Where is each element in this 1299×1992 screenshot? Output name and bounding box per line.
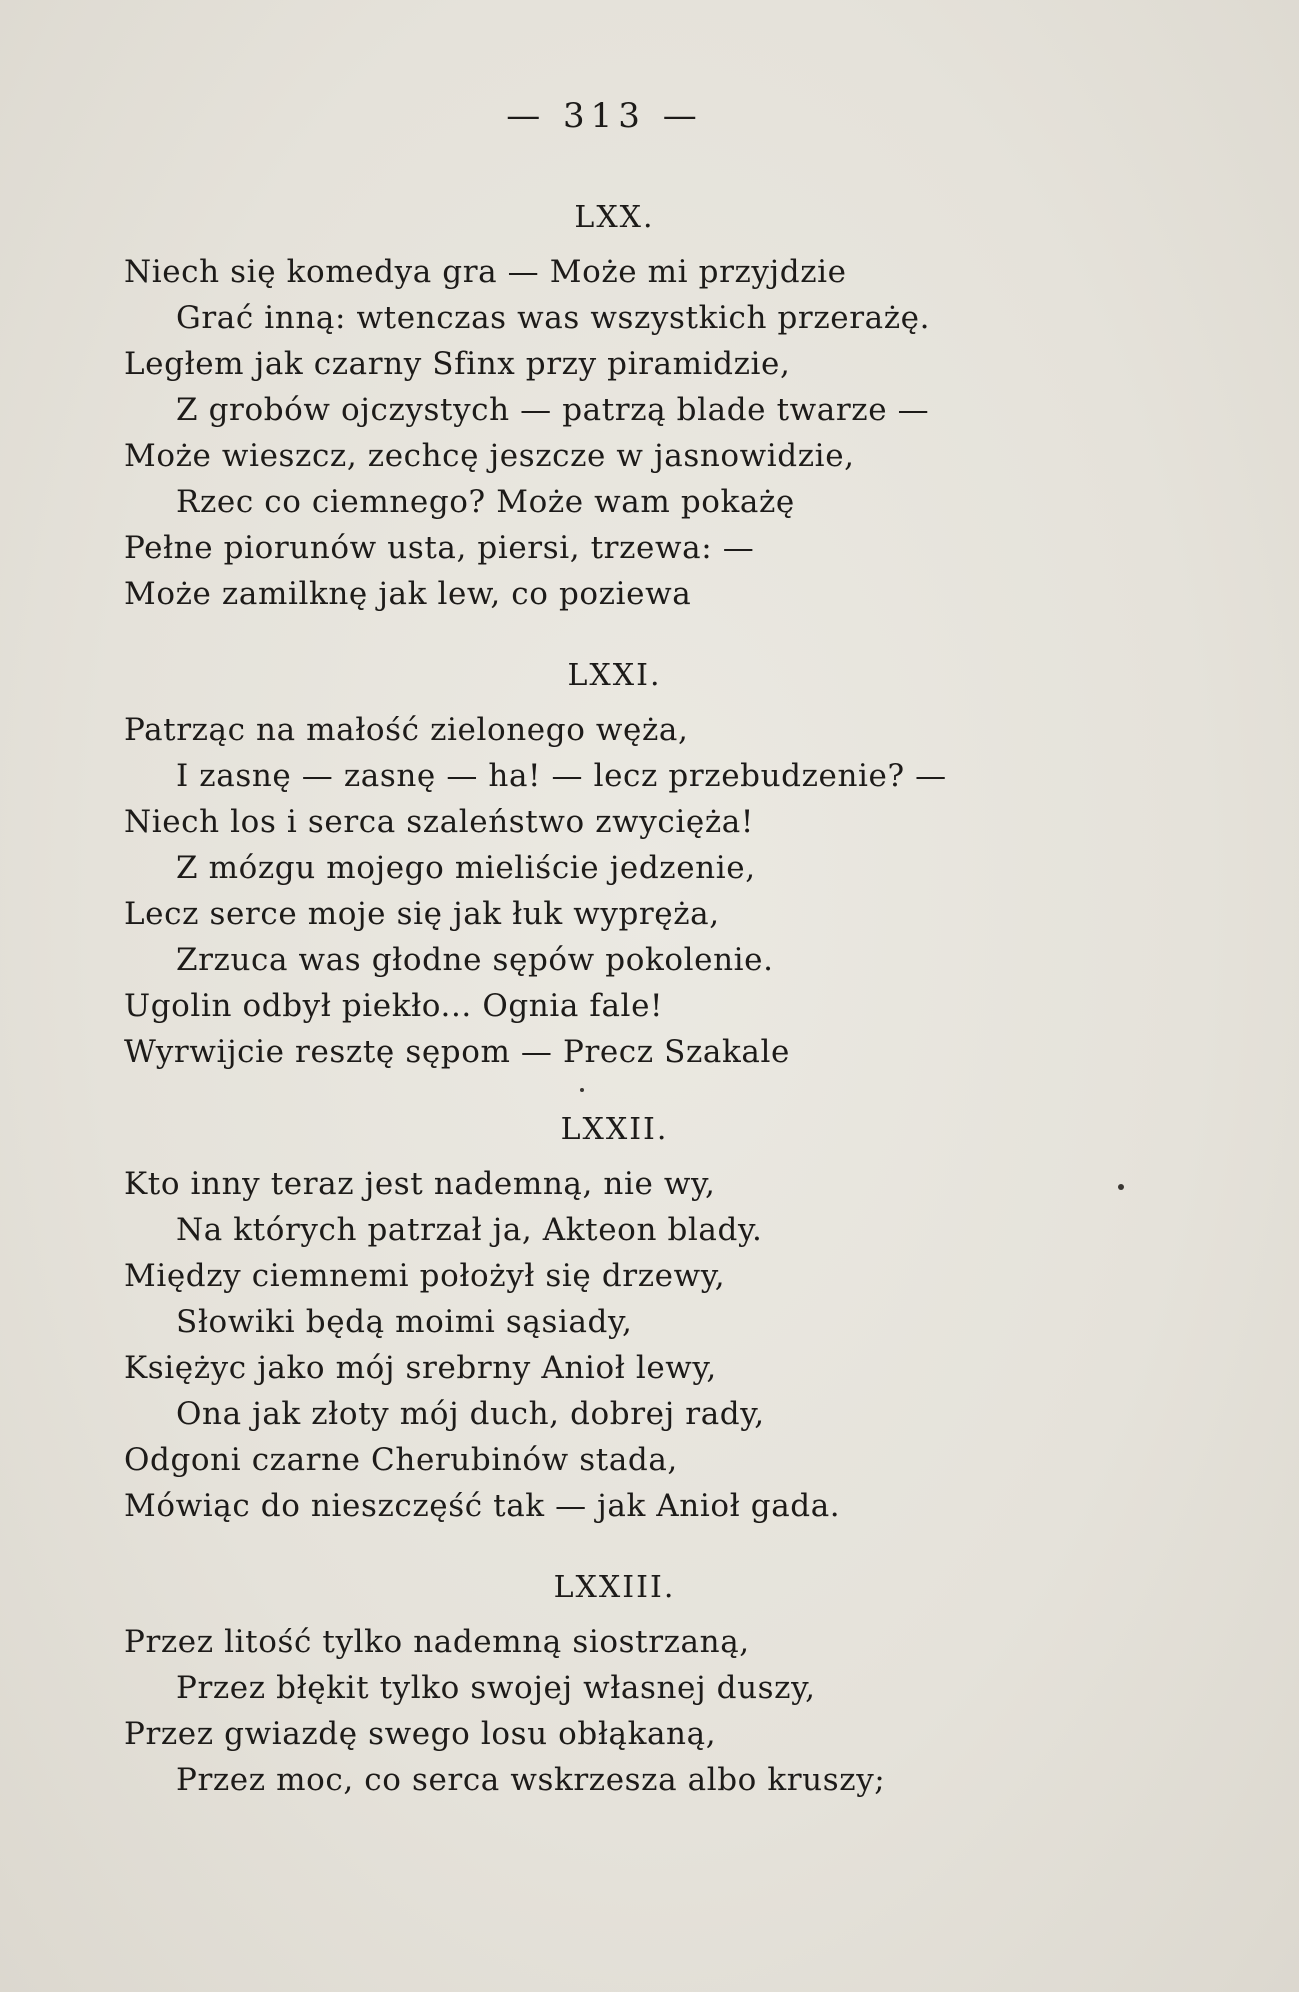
verse-line: Może zamilknę jak lew, co poziewa: [124, 576, 692, 612]
verse-line: Z grobów ojczystych — patrzą blade twarze —: [176, 392, 930, 428]
stanza-heading: LXXIII.: [553, 1570, 676, 1605]
stanza-heading: LXX.: [574, 200, 655, 235]
verse-line: Ona jak złoty mój duch, dobrej rady,: [176, 1396, 765, 1432]
verse-line: Między ciemnemi położył się drzewy,: [124, 1258, 726, 1294]
verse-line: Kto inny teraz jest nademną, nie wy,: [124, 1166, 716, 1202]
verse-line: Grać inną: wtenczas was wszystkich przerażę.: [176, 300, 931, 336]
verse-line: I zasnę — zasnę — ha! — lecz przebudzenie? —: [176, 758, 947, 794]
stanza-heading: LXXII.: [560, 1112, 669, 1147]
verse-line: Przez błękit tylko swojej własnej duszy,: [176, 1670, 816, 1706]
verse-line: Księżyc jako mój srebrny Anioł lewy,: [124, 1350, 717, 1386]
verse-line: Ległem jak czarny Sfinx przy piramidzie,: [124, 346, 791, 382]
verse-line: Może wieszcz, zechcę jeszcze w jasnowidzie,: [124, 438, 855, 474]
ink-speck: [1118, 1184, 1124, 1190]
verse-line: Wyrwijcie resztę sępom — Precz Szakale: [124, 1034, 790, 1070]
verse-line: Przez moc, co serca wskrzesza albo kruszy;: [176, 1762, 886, 1798]
verse-line: Zrzuca was głodne sępów pokolenie.: [176, 942, 774, 978]
verse-line: Rzec co ciemnego? Może wam pokażę: [176, 484, 795, 520]
stanza-heading: LXXI.: [567, 658, 662, 693]
verse-line: Odgoni czarne Cherubinów stada,: [124, 1442, 678, 1478]
verse-line: Mówiąc do nieszczęść tak — jak Anioł gada.: [124, 1488, 841, 1524]
verse-line: Przez litość tylko nademną siostrzaną,: [124, 1624, 750, 1660]
verse-line: Niech się komedya gra — Może mi przyjdzie: [124, 254, 847, 290]
verse-line: Z mózgu mojego mieliście jedzenie,: [176, 850, 756, 886]
verse-line: Słowiki będą moimi sąsiady,: [176, 1304, 633, 1340]
verse-line: Patrząc na małość zielonego węża,: [124, 712, 689, 748]
verse-line: Pełne piorunów usta, piersi, trzewa: —: [124, 530, 755, 566]
ink-speck: [580, 1088, 584, 1092]
verse-line: Niech los i serca szaleństwo zwycięża!: [124, 804, 754, 840]
verse-line: Lecz serce moje się jak łuk wypręża,: [124, 896, 720, 932]
verse-line: Na których patrzał ja, Akteon blady.: [176, 1212, 763, 1248]
verse-line: Ugolin odbył piekło... Ognia fale!: [124, 988, 664, 1024]
verse-line: Przez gwiazdę swego losu obłąkaną,: [124, 1716, 717, 1752]
page-number: — 313 —: [506, 96, 703, 136]
